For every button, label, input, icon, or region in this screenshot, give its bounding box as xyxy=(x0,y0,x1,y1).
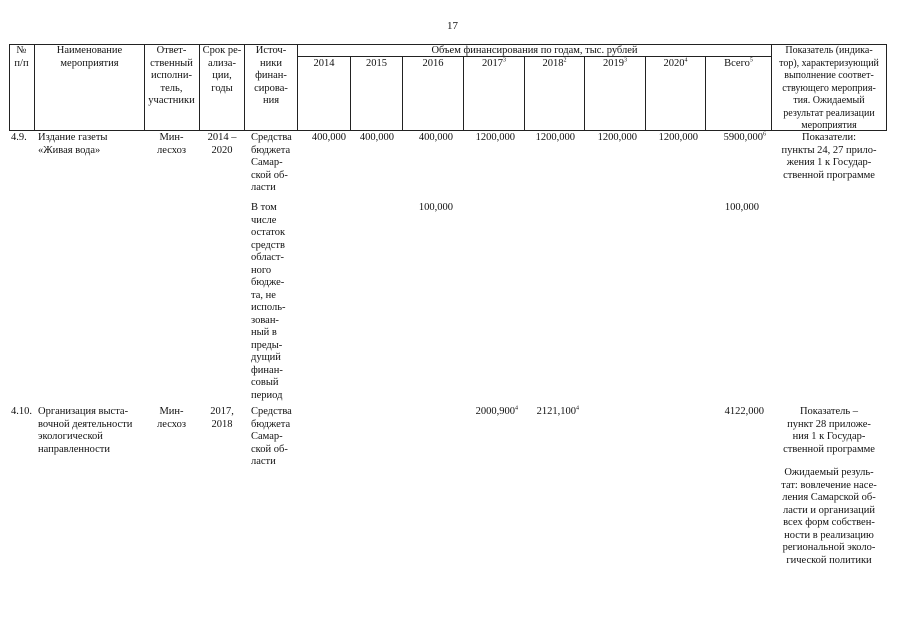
value-2019: 1200,000 xyxy=(597,132,637,143)
row-executor: Мин- лесхоз xyxy=(157,406,186,430)
year-2016: 2016 xyxy=(422,58,444,69)
header-name: Наименование мероприятия xyxy=(56,45,123,69)
value-2020: 1200,000 xyxy=(658,132,698,143)
row-executor: Мин- лесхоз xyxy=(157,132,186,156)
header-indicator: Показатель (индика- тор), характеризующий выполнение соответ- ствующего мероприя- тия. Ожидаемый результат реализации мероприятия xyxy=(779,45,879,131)
value-2016: 400,000 xyxy=(418,132,453,143)
year-2020: 2020$^4$ xyxy=(663,57,688,69)
value-2014: 400,000 xyxy=(311,132,346,143)
row-expected-result: Ожидаемый резуль- тат: вовлечение насе- ления Самарской об- ласти и организаций всех форм собствен- ности в реализацию региональной эколо- гической политики xyxy=(781,467,877,566)
row-source: Средства бюджета Самар- ской об- ласти xyxy=(251,132,292,193)
year-total: Всего$^5$ xyxy=(724,57,753,69)
header-sources: Источ- ники финан- сирова- ния xyxy=(254,45,288,106)
row-sub-source: В том числе остаток средств област- ного бюдже- та, не исполь- зован- ный в преды- дущий финан- совый период xyxy=(251,202,286,401)
row-num: 4.9. xyxy=(11,132,27,143)
value-total: 5900,000$^6$ xyxy=(723,131,766,143)
value-2017: 2000,900$^4$ xyxy=(475,405,518,417)
year-2017: 2017$^3$ xyxy=(482,57,506,69)
value-2018: 2121,100$^4$ xyxy=(536,405,579,417)
value-total: 4122,000 xyxy=(724,406,764,417)
row-indicator: Показатель – пункт 28 приложе- ния 1 к Государ- ственной программе xyxy=(783,406,875,455)
header-bottom-border xyxy=(9,130,887,131)
value-2017: 1200,000 xyxy=(475,132,515,143)
table-right-border xyxy=(886,44,887,130)
year-2018: 2018$^2$ xyxy=(542,57,567,69)
row-term: 2017, 2018 xyxy=(210,406,234,430)
year-2015: 2015 xyxy=(366,58,387,69)
value-2015: 400,000 xyxy=(359,132,394,143)
row-indicator: Показатели: пункты 24, 27 прило- жения 1 к Государ- ственной программе xyxy=(781,132,877,181)
header-num: № п/п xyxy=(14,45,29,69)
header-term: Срок ре- ализа- ции, годы xyxy=(202,45,242,94)
sub-value-2016: 100,000 xyxy=(418,202,453,213)
row-source: Средства бюджета Самар- ской об- ласти xyxy=(251,406,292,467)
row-name: Организация выста- вочной деятельности экологической направленности xyxy=(38,406,133,455)
year-2019: 2019$^3$ xyxy=(603,57,627,69)
header-executor: Ответ- ственный исполни- тель, участники xyxy=(148,45,195,106)
row-term: 2014 – 2020 xyxy=(207,132,237,156)
row-num: 4.10. xyxy=(11,406,32,417)
row-name: Издание газеты «Живая вода» xyxy=(38,132,108,156)
sub-value-total: 100,000 xyxy=(724,202,759,213)
header-financing: Объем финансирования по годам, тыс. рублей xyxy=(431,45,638,56)
year-2014: 2014 xyxy=(313,58,335,69)
page-number: 17 xyxy=(447,20,458,32)
value-2018: 1200,000 xyxy=(535,132,575,143)
